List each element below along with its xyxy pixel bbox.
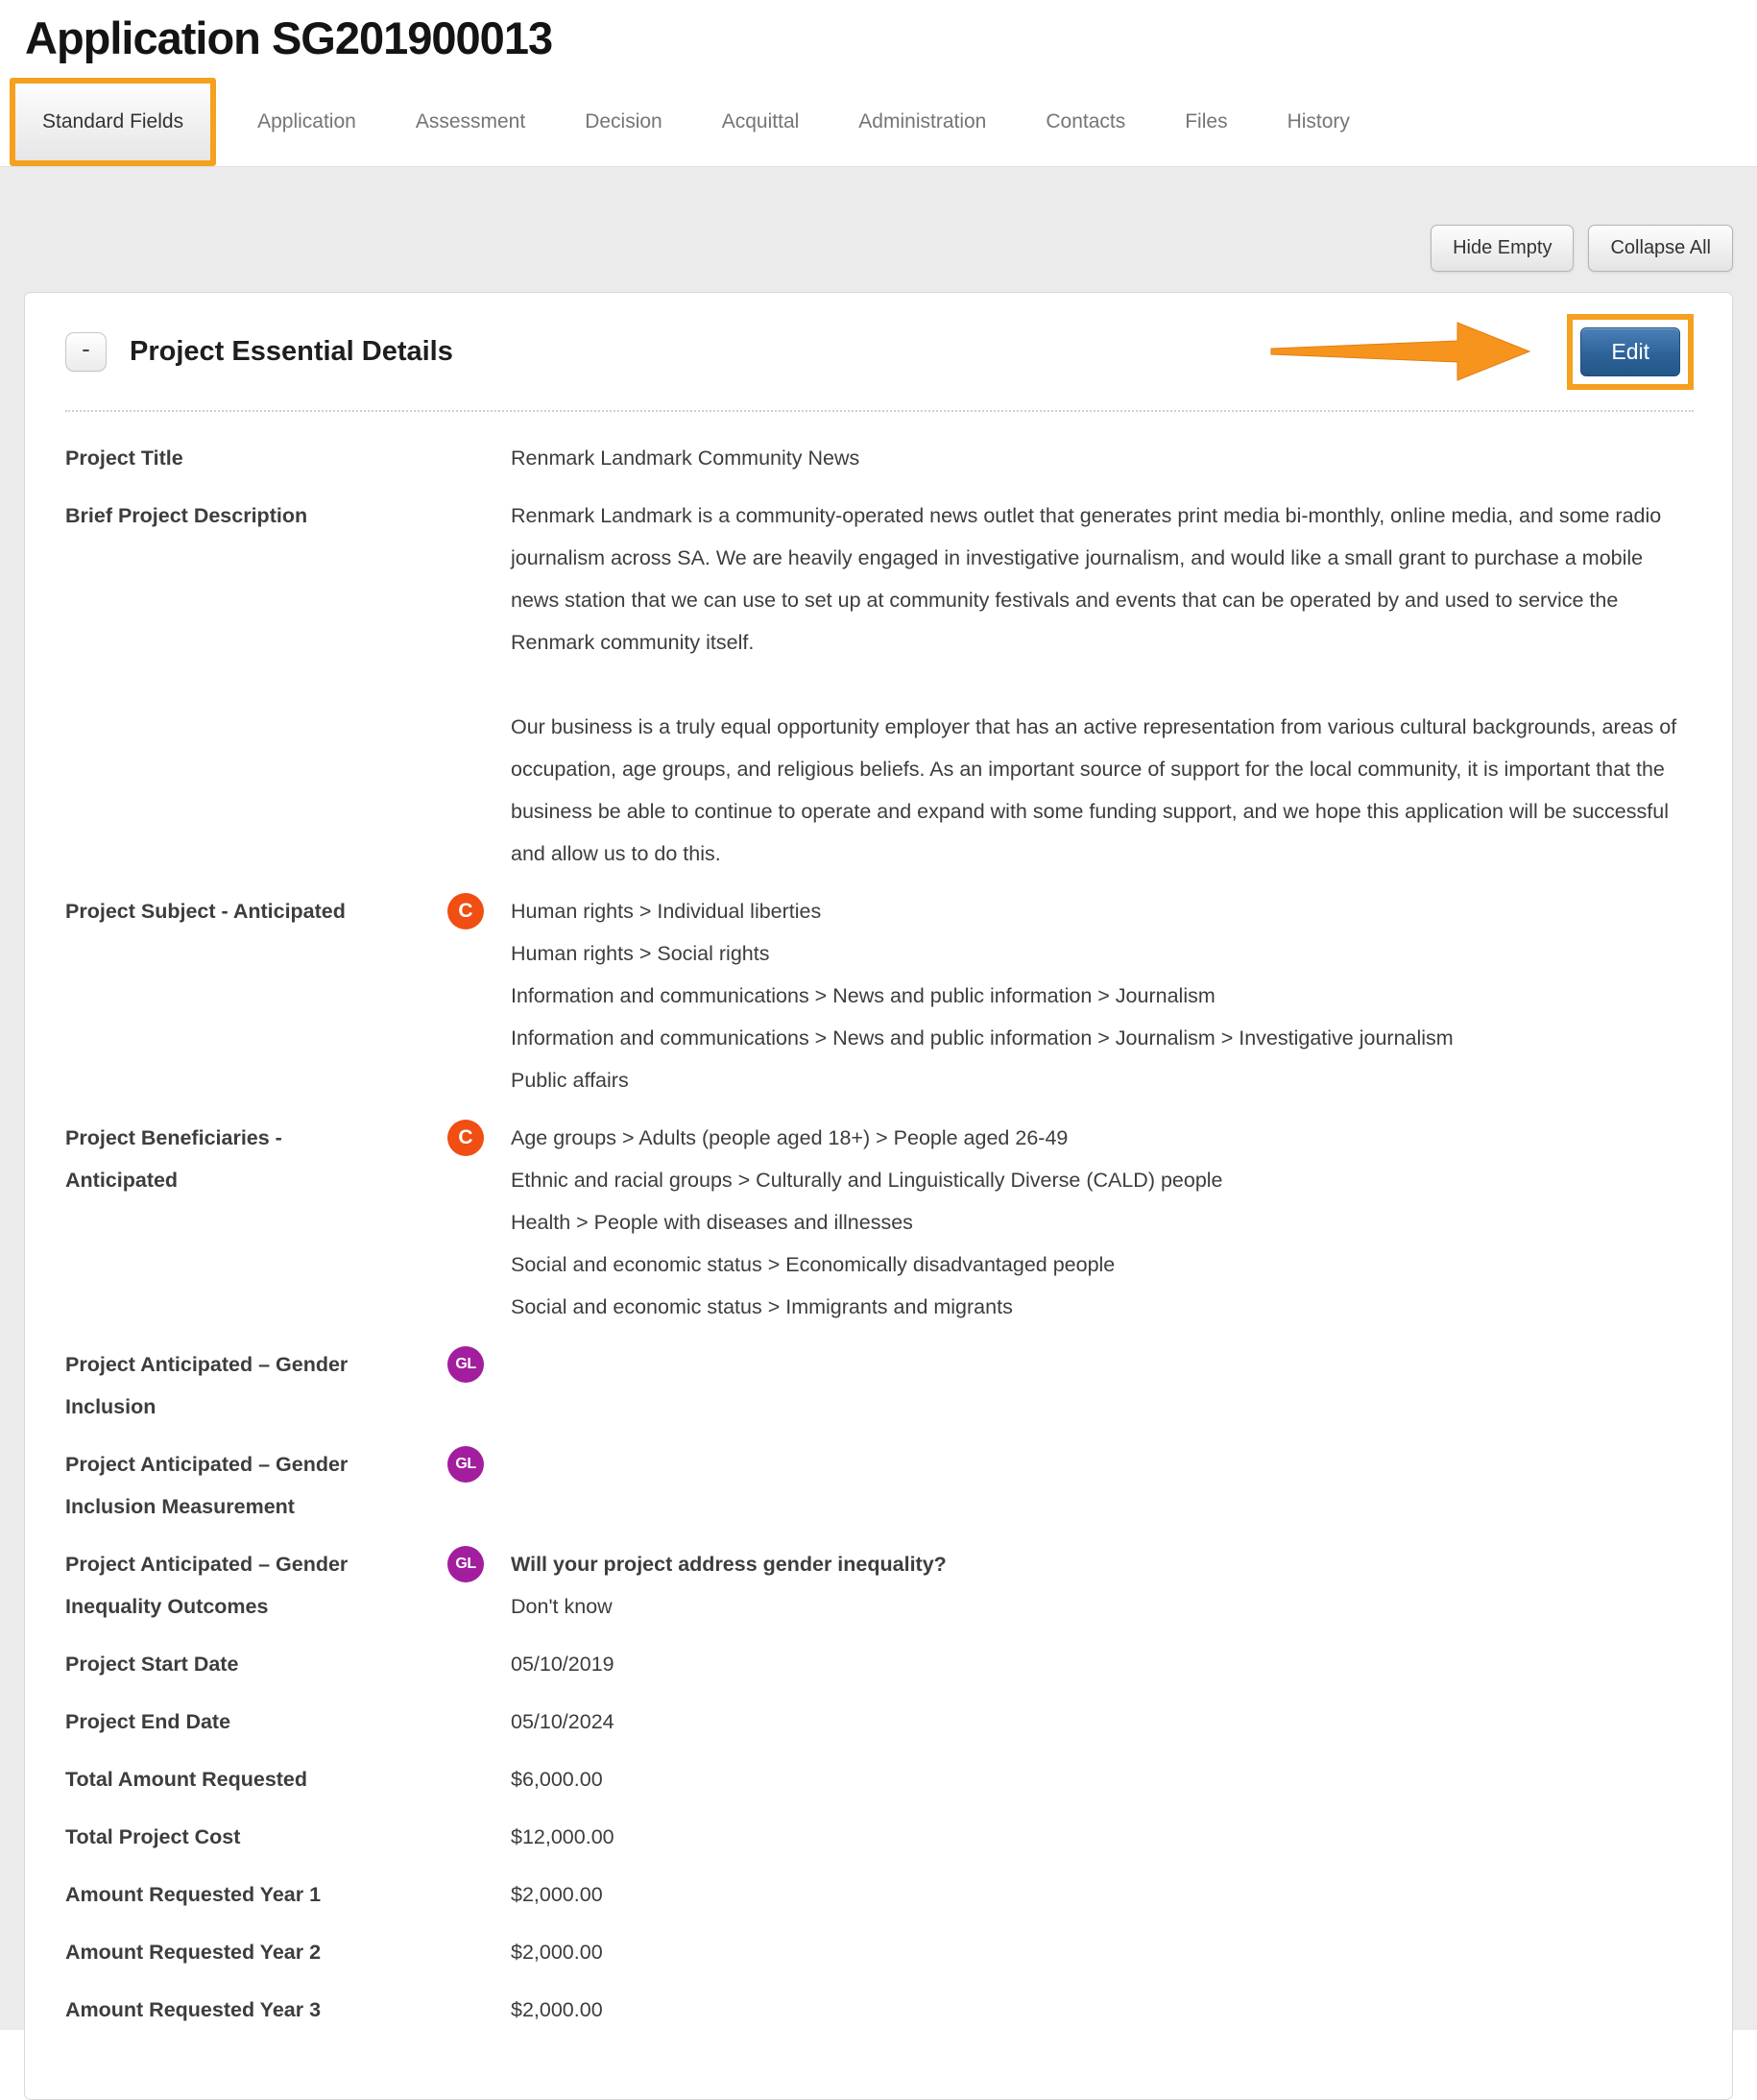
tab-decision[interactable]: Decision xyxy=(585,110,662,133)
badge-slot xyxy=(447,1701,511,1703)
gender-gl-badge-icon: GL xyxy=(447,1546,484,1582)
badge-slot xyxy=(447,437,511,440)
value-line: Age groups > Adults (people aged 18+) > People aged 26-49 xyxy=(511,1126,1069,1149)
tab-acquittal[interactable]: Acquittal xyxy=(721,110,800,133)
field-row xyxy=(65,1643,1694,1685)
value-line: 05/10/2019 xyxy=(511,1653,614,1676)
section-header xyxy=(65,293,1694,412)
badge-slot xyxy=(447,1643,511,1646)
classification-c-badge-icon: C xyxy=(447,1120,484,1156)
value-line: Don't know xyxy=(511,1595,613,1618)
value-line: Social and economic status > Immigrants and migrants xyxy=(511,1295,1013,1318)
value-line: Our business is a truly equal opportunity employer that has an active representation from various cultural backgrounds, areas of occupation, age groups, and religious beliefs. As an important source of support for the local community, it is important that the business be able to continue to operate and expand with some funding support, and we hope this application will be successful and allow us to do this. xyxy=(511,715,1677,865)
field-row xyxy=(65,1758,1694,1800)
value-line: $2,000.00 xyxy=(511,1941,603,1964)
field-row xyxy=(65,1543,1694,1628)
value-line: Will your project address gender inequality? xyxy=(511,1553,947,1576)
value-line: 05/10/2024 xyxy=(511,1710,614,1733)
field-row xyxy=(65,1989,1694,2031)
field-value xyxy=(511,1816,1694,1858)
field-row xyxy=(65,1931,1694,1973)
value-line: Renmark Landmark is a community-operated news outlet that generates print media bi-monthly, online media, and some radio journalism across SA. We are heavily engaged in investigative journalism, and would like a small grant to purchase a mobile news station that we can use to set up at community festivals and events that can be operated by and used to service the Renmark community itself. xyxy=(511,504,1662,654)
value-line: Information and communications > News and public information > Journalism xyxy=(511,984,1215,1007)
field-value xyxy=(511,1758,1694,1800)
section-title: Project Essential Details xyxy=(130,335,453,367)
field-row xyxy=(65,1816,1694,1858)
field-row xyxy=(65,495,1694,875)
tab-contacts[interactable]: Contacts xyxy=(1046,110,1126,133)
field-value xyxy=(511,437,1694,479)
field-row xyxy=(65,1343,1694,1428)
field-value xyxy=(511,1989,1694,2031)
gender-gl-badge-icon: GL xyxy=(447,1346,484,1383)
tab-bar xyxy=(0,78,1757,166)
field-value xyxy=(511,1543,1694,1628)
tab-history[interactable]: History xyxy=(1287,110,1350,133)
field-label: Project Anticipated – Gender Inequality Outcomes xyxy=(65,1553,349,1618)
field-value xyxy=(511,1873,1694,1916)
field-row xyxy=(65,1873,1694,1916)
field-label: Project Anticipated – Gender Inclusion Measurement xyxy=(65,1453,349,1518)
annotation-highlight-box xyxy=(1567,314,1694,390)
field-label: Amount Requested Year 1 xyxy=(65,1883,322,1906)
edit-button[interactable]: Edit xyxy=(1580,327,1680,376)
page-header xyxy=(0,0,1757,166)
value-line: Human rights > Individual liberties xyxy=(511,900,822,923)
field-label: Brief Project Description xyxy=(65,504,308,527)
value-line: Human rights > Social rights xyxy=(511,942,770,965)
tab-files[interactable]: Files xyxy=(1185,110,1228,133)
project-essential-details-section xyxy=(24,292,1733,2100)
badge-slot xyxy=(447,1543,511,1582)
toolbar xyxy=(24,225,1733,272)
badge-slot xyxy=(447,1343,511,1383)
field-label: Total Project Cost xyxy=(65,1825,241,1848)
value-line: $6,000.00 xyxy=(511,1768,603,1791)
hide-empty-button[interactable]: Hide Empty xyxy=(1431,225,1574,272)
field-label: Project End Date xyxy=(65,1710,231,1733)
field-row xyxy=(65,437,1694,479)
field-row xyxy=(65,890,1694,1101)
badge-slot xyxy=(447,1758,511,1761)
field-value xyxy=(511,1117,1694,1328)
tab-standard-fields[interactable]: Standard Fields xyxy=(15,84,210,160)
field-value xyxy=(511,1701,1694,1743)
value-line: Public affairs xyxy=(511,1069,629,1092)
badge-slot xyxy=(447,1117,511,1156)
field-label: Project Start Date xyxy=(65,1653,239,1676)
collapse-section-button[interactable]: - xyxy=(65,332,107,372)
value-line: Ethnic and racial groups > Culturally and Linguistically Diverse (CALD) people xyxy=(511,1169,1223,1192)
value-line: Social and economic status > Economically disadvantaged people xyxy=(511,1253,1116,1276)
value-line: $12,000.00 xyxy=(511,1825,614,1848)
field-value xyxy=(511,1931,1694,1973)
badge-slot xyxy=(447,1816,511,1819)
field-label: Project Subject - Anticipated xyxy=(65,900,346,923)
annotation-arrow-icon xyxy=(1265,315,1553,388)
tab-assessment[interactable]: Assessment xyxy=(415,110,526,133)
field-label: Project Title xyxy=(65,447,183,470)
field-list xyxy=(65,412,1694,2031)
tab-application[interactable]: Application xyxy=(257,110,356,133)
collapse-all-button[interactable]: Collapse All xyxy=(1588,225,1733,272)
field-row xyxy=(65,1117,1694,1328)
value-line: Information and communications > News and public information > Journalism > Investigative journalism xyxy=(511,1026,1454,1050)
badge-slot xyxy=(447,1443,511,1483)
field-label: Project Anticipated – Gender Inclusion xyxy=(65,1353,349,1418)
field-row xyxy=(65,1701,1694,1743)
badge-slot xyxy=(447,1873,511,1876)
page-body xyxy=(0,166,1757,2030)
field-label: Project Beneficiaries - Anticipated xyxy=(65,1126,282,1192)
field-value xyxy=(511,495,1694,875)
field-value xyxy=(511,890,1694,1101)
value-line: Renmark Landmark Community News xyxy=(511,447,860,470)
badge-slot xyxy=(447,1931,511,1934)
field-label: Total Amount Requested xyxy=(65,1768,308,1791)
page-title: Application SG201900013 xyxy=(25,12,553,63)
field-label: Amount Requested Year 2 xyxy=(65,1941,322,1964)
value-line: $2,000.00 xyxy=(511,1883,603,1906)
classification-c-badge-icon: C xyxy=(447,893,484,929)
active-tab-highlight-box xyxy=(10,78,216,166)
value-line: Health > People with diseases and illnesses xyxy=(511,1211,913,1234)
badge-slot xyxy=(447,495,511,497)
gender-gl-badge-icon: GL xyxy=(447,1446,484,1483)
field-row xyxy=(65,1443,1694,1528)
field-label: Amount Requested Year 3 xyxy=(65,1998,322,2021)
badge-slot xyxy=(447,890,511,929)
field-value xyxy=(511,1643,1694,1685)
badge-slot xyxy=(447,1989,511,1991)
tab-administration[interactable]: Administration xyxy=(858,110,987,133)
value-line: $2,000.00 xyxy=(511,1998,603,2021)
